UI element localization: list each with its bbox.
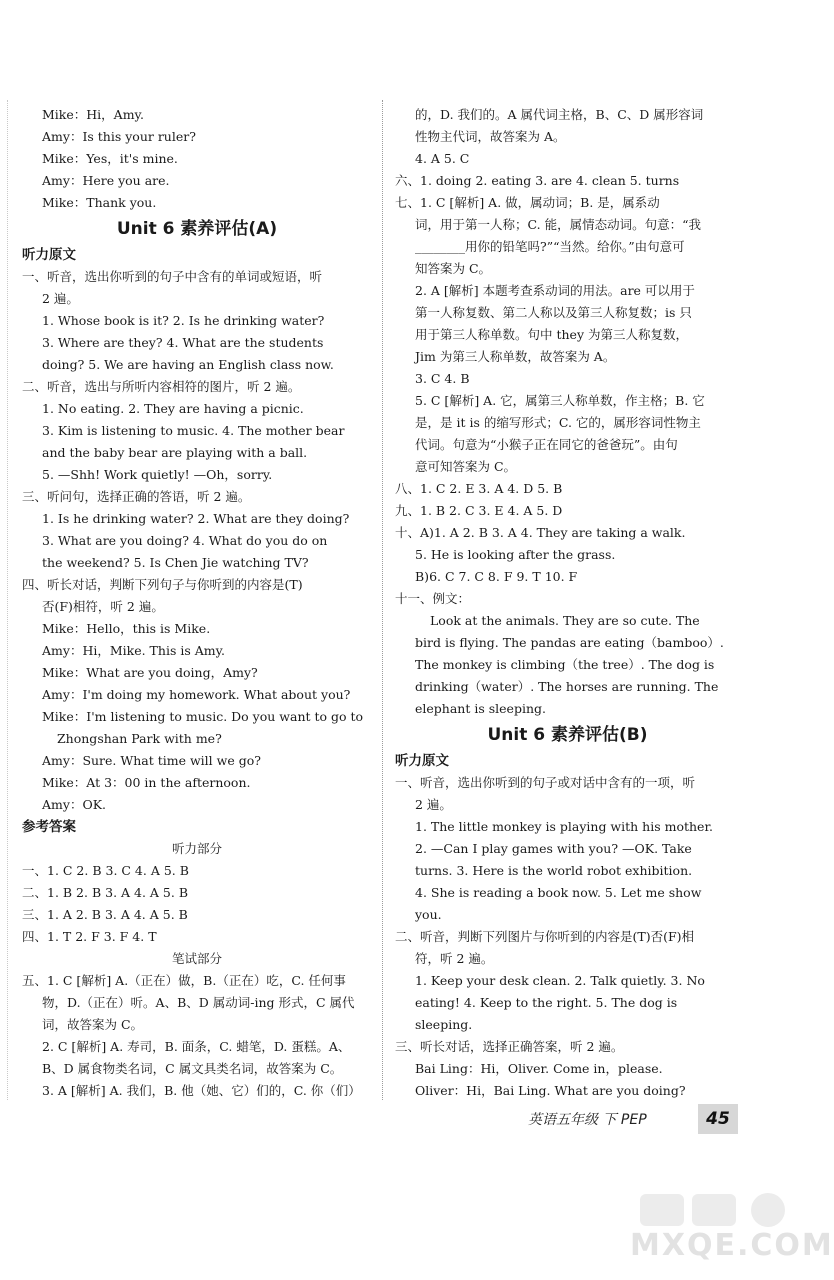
text-line: Amy：Hi，Mike. This is Amy. (42, 643, 225, 658)
text-line: 3. Where are they? 4. What are the students (42, 335, 324, 350)
text-line: B)6. C 7. C 8. F 9. T 10. F (415, 569, 578, 584)
text-line: 五、1. C [解析] A.（正在）做，B.（正在）吃，C. 任何事 (22, 973, 346, 988)
text-line: 词，用于第一人称；C. 能，属情态动词。句意：“我 (415, 217, 701, 232)
text-line: 3. A [解析] A. 我们，B. 他（她、它）们的，C. 你（们） (42, 1083, 361, 1098)
text-line: and the baby bear are playing with a ball. (42, 445, 308, 460)
text-line: 1. The little monkey is playing with his mother. (415, 819, 714, 834)
text-line: 代词。句意为“小猴子正在同它的爸爸玩”。由句 (415, 437, 678, 452)
text-line: Bai Ling：Hi，Oliver. Come in，please. (415, 1061, 663, 1076)
subsection-heading: 笔试部分 (171, 951, 222, 966)
text-line: Mike：Yes，it's mine. (42, 151, 178, 166)
text-line: 九、1. B 2. C 3. E 4. A 5. D (395, 503, 563, 518)
text-line: 2. A [解析] 本题考查系动词的用法。are 可以用于 (415, 283, 695, 298)
text-line: Amy：OK. (42, 797, 107, 812)
text-line: 第一人称复数、第二人称以及第三人称复数；is 只 (415, 305, 692, 320)
text-line: 2. C [解析] A. 寿司，B. 面条，C. 蜡笔，D. 蛋糕。A、 (42, 1039, 351, 1054)
text-line: 4. A 5. C (415, 151, 470, 166)
text-line: elephant is sleeping. (415, 701, 546, 716)
text-line: sleeping. (415, 1017, 473, 1032)
text-line: 符，听 2 遍。 (415, 951, 494, 966)
text-line: 七、1. C [解析] A. 做，属动词；B. 是，属系动 (395, 195, 660, 210)
text-line: Amy：I'm doing my homework. What about you? (42, 687, 351, 702)
watermark-text: MXQE.COM (630, 1228, 834, 1263)
text-line: 1. Keep your desk clean. 2. Talk quietly. 3. No (415, 973, 705, 988)
text-line: eating! 4. Keep to the right. 5. The dog is (415, 995, 678, 1010)
text-line: 十、A)1. A 2. B 3. A 4. They are taking a walk. (395, 525, 686, 540)
text-line: 三、听问句，选择正确的答语，听 2 遍。 (22, 489, 251, 504)
page-number: 45 (698, 1104, 738, 1134)
text-line: 物，D.（正在）听。A、B、D 属动词-ing 形式，C 属代 (42, 995, 355, 1010)
unit-heading: Unit 6 素养评估(A) (116, 219, 278, 239)
text-line: Amy：Sure. What time will we go? (42, 753, 261, 768)
text-line: the weekend? 5. Is Chen Jie watching TV? (42, 555, 309, 570)
section-heading: 听力原文 (395, 753, 449, 769)
text-line: 用于第三人称单数。句中 they 为第三人称复数， (415, 327, 688, 342)
text-line: doing? 5. We are having an English class now. (42, 357, 334, 372)
text-line: Look at the animals. They are so cute. The (430, 613, 700, 628)
text-line: 六、1. doing 2. eating 3. are 4. clean 5. turns (395, 173, 680, 188)
text-line: 1. Whose book is it? 2. Is he drinking water? (42, 313, 325, 328)
text-line: 2. —Can I play games with you? —OK. Take (415, 841, 692, 856)
text-line: 否(F)相符，听 2 遍。 (42, 599, 164, 614)
right-column (395, 104, 740, 1102)
text-line: Mike：Hello，this is Mike. (42, 621, 211, 636)
book-title: 英语五年级 下 PEP (528, 1112, 647, 1128)
text-line: 三、1. A 2. B 3. A 4. A 5. B (22, 907, 188, 922)
text-line: ________用你的铅笔吗?”“当然。给你。”由句意可 (415, 239, 685, 254)
text-line: 词，故答案为 C。 (42, 1017, 144, 1032)
text-line: 的，D. 我们的。A 属代词主格，B、C、D 属形容词 (415, 107, 704, 122)
text-line: Mike：Hi，Amy. (42, 107, 144, 122)
left-column (22, 104, 372, 1102)
text-line: 十一、例文： (395, 591, 471, 606)
text-line: drinking（water）. The horses are running. The (415, 679, 719, 694)
text-line: turns. 3. Here is the world robot exhibition. (415, 863, 693, 878)
text-line: 四、1. T 2. F 3. F 4. T (22, 929, 157, 944)
text-line: 3. Kim is listening to music. 4. The mother bear (42, 423, 345, 438)
text-line: 二、听音，选出与所听内容相符的图片，听 2 遍。 (22, 379, 301, 394)
text-line: 3. What are you doing? 4. What do you do on (42, 533, 328, 548)
text-line: 八、1. C 2. E 3. A 4. D 5. B (395, 481, 563, 496)
text-line: Mike：What are you doing，Amy? (42, 665, 258, 680)
text-line: 1. Is he drinking water? 2. What are they doing? (42, 511, 350, 526)
text-line: 2 遍。 (415, 797, 452, 812)
text-line: 5. He is looking after the grass. (415, 547, 616, 562)
text-line: Mike：At 3：00 in the afternoon. (42, 775, 251, 790)
text-line: 5. —Shh! Work quietly! —Oh，sorry. (42, 467, 273, 482)
text-line: 2 遍。 (42, 291, 79, 306)
text-line: 三、听长对话，选择正确答案，听 2 遍。 (395, 1039, 624, 1054)
text-line: Jim 为第三人称单数，故答案为 A。 (415, 349, 616, 364)
text-line: bird is flying. The pandas are eating（bamboo）. (415, 635, 724, 650)
text-line: 四、听长对话，判断下列句子与你听到的内容是(T) (22, 577, 303, 592)
unit-heading: Unit 6 素养评估(B) (487, 725, 648, 745)
text-line: 5. C [解析] A. 它，属第三人称单数，作主格；B. 它 (415, 393, 705, 408)
text-line: 是，是 it is 的缩写形式；C. 它的，属形容词性物主 (415, 415, 701, 430)
text-line: 1. No eating. 2. They are having a picnic. (42, 401, 304, 416)
section-heading: 参考答案 (22, 819, 76, 835)
text-line: Mike：Thank you. (42, 195, 157, 210)
text-line: 知答案为 C。 (415, 261, 492, 276)
subsection-heading: 听力部分 (171, 841, 222, 856)
text-line: Mike：I'm listening to music. Do you want to go to (42, 709, 364, 724)
column-divider (382, 100, 383, 1100)
text-line: 一、听音，选出你听到的句子或对话中含有的一项，听 (395, 775, 696, 790)
text-line: 意可知答案为 C。 (415, 459, 517, 474)
left-margin-rule (7, 100, 8, 1100)
text-line: Amy：Is this your ruler? (42, 129, 196, 144)
text-line: you. (415, 907, 442, 922)
text-line: 4. She is reading a book now. 5. Let me show (415, 885, 702, 900)
text-line: Amy：Here you are. (42, 173, 170, 188)
text-line: 二、1. B 2. B 3. A 4. A 5. B (22, 885, 189, 900)
text-line: 一、听音，选出你听到的句子中含有的单词或短语，听 (22, 269, 323, 284)
text-line: 3. C 4. B (415, 371, 470, 386)
text-line: B、D 属食物类名词，C 属文具类名词，故答案为 C。 (42, 1061, 343, 1076)
text-line: 性物主代词，故答案为 A。 (415, 129, 566, 144)
watermark-logo (630, 1190, 834, 1270)
text-line: The monkey is climbing（the tree）. The dog is (415, 657, 715, 672)
watermark-glyphs (630, 1190, 800, 1230)
text-line: 一、1. C 2. B 3. C 4. A 5. B (22, 863, 189, 878)
text-line: 二、听音，判断下列图片与你听到的内容是(T)否(F)相 (395, 929, 695, 944)
text-line: Oliver：Hi，Bai Ling. What are you doing? (415, 1083, 686, 1098)
section-heading: 听力原文 (22, 247, 76, 263)
text-line: Zhongshan Park with me? (57, 731, 222, 746)
